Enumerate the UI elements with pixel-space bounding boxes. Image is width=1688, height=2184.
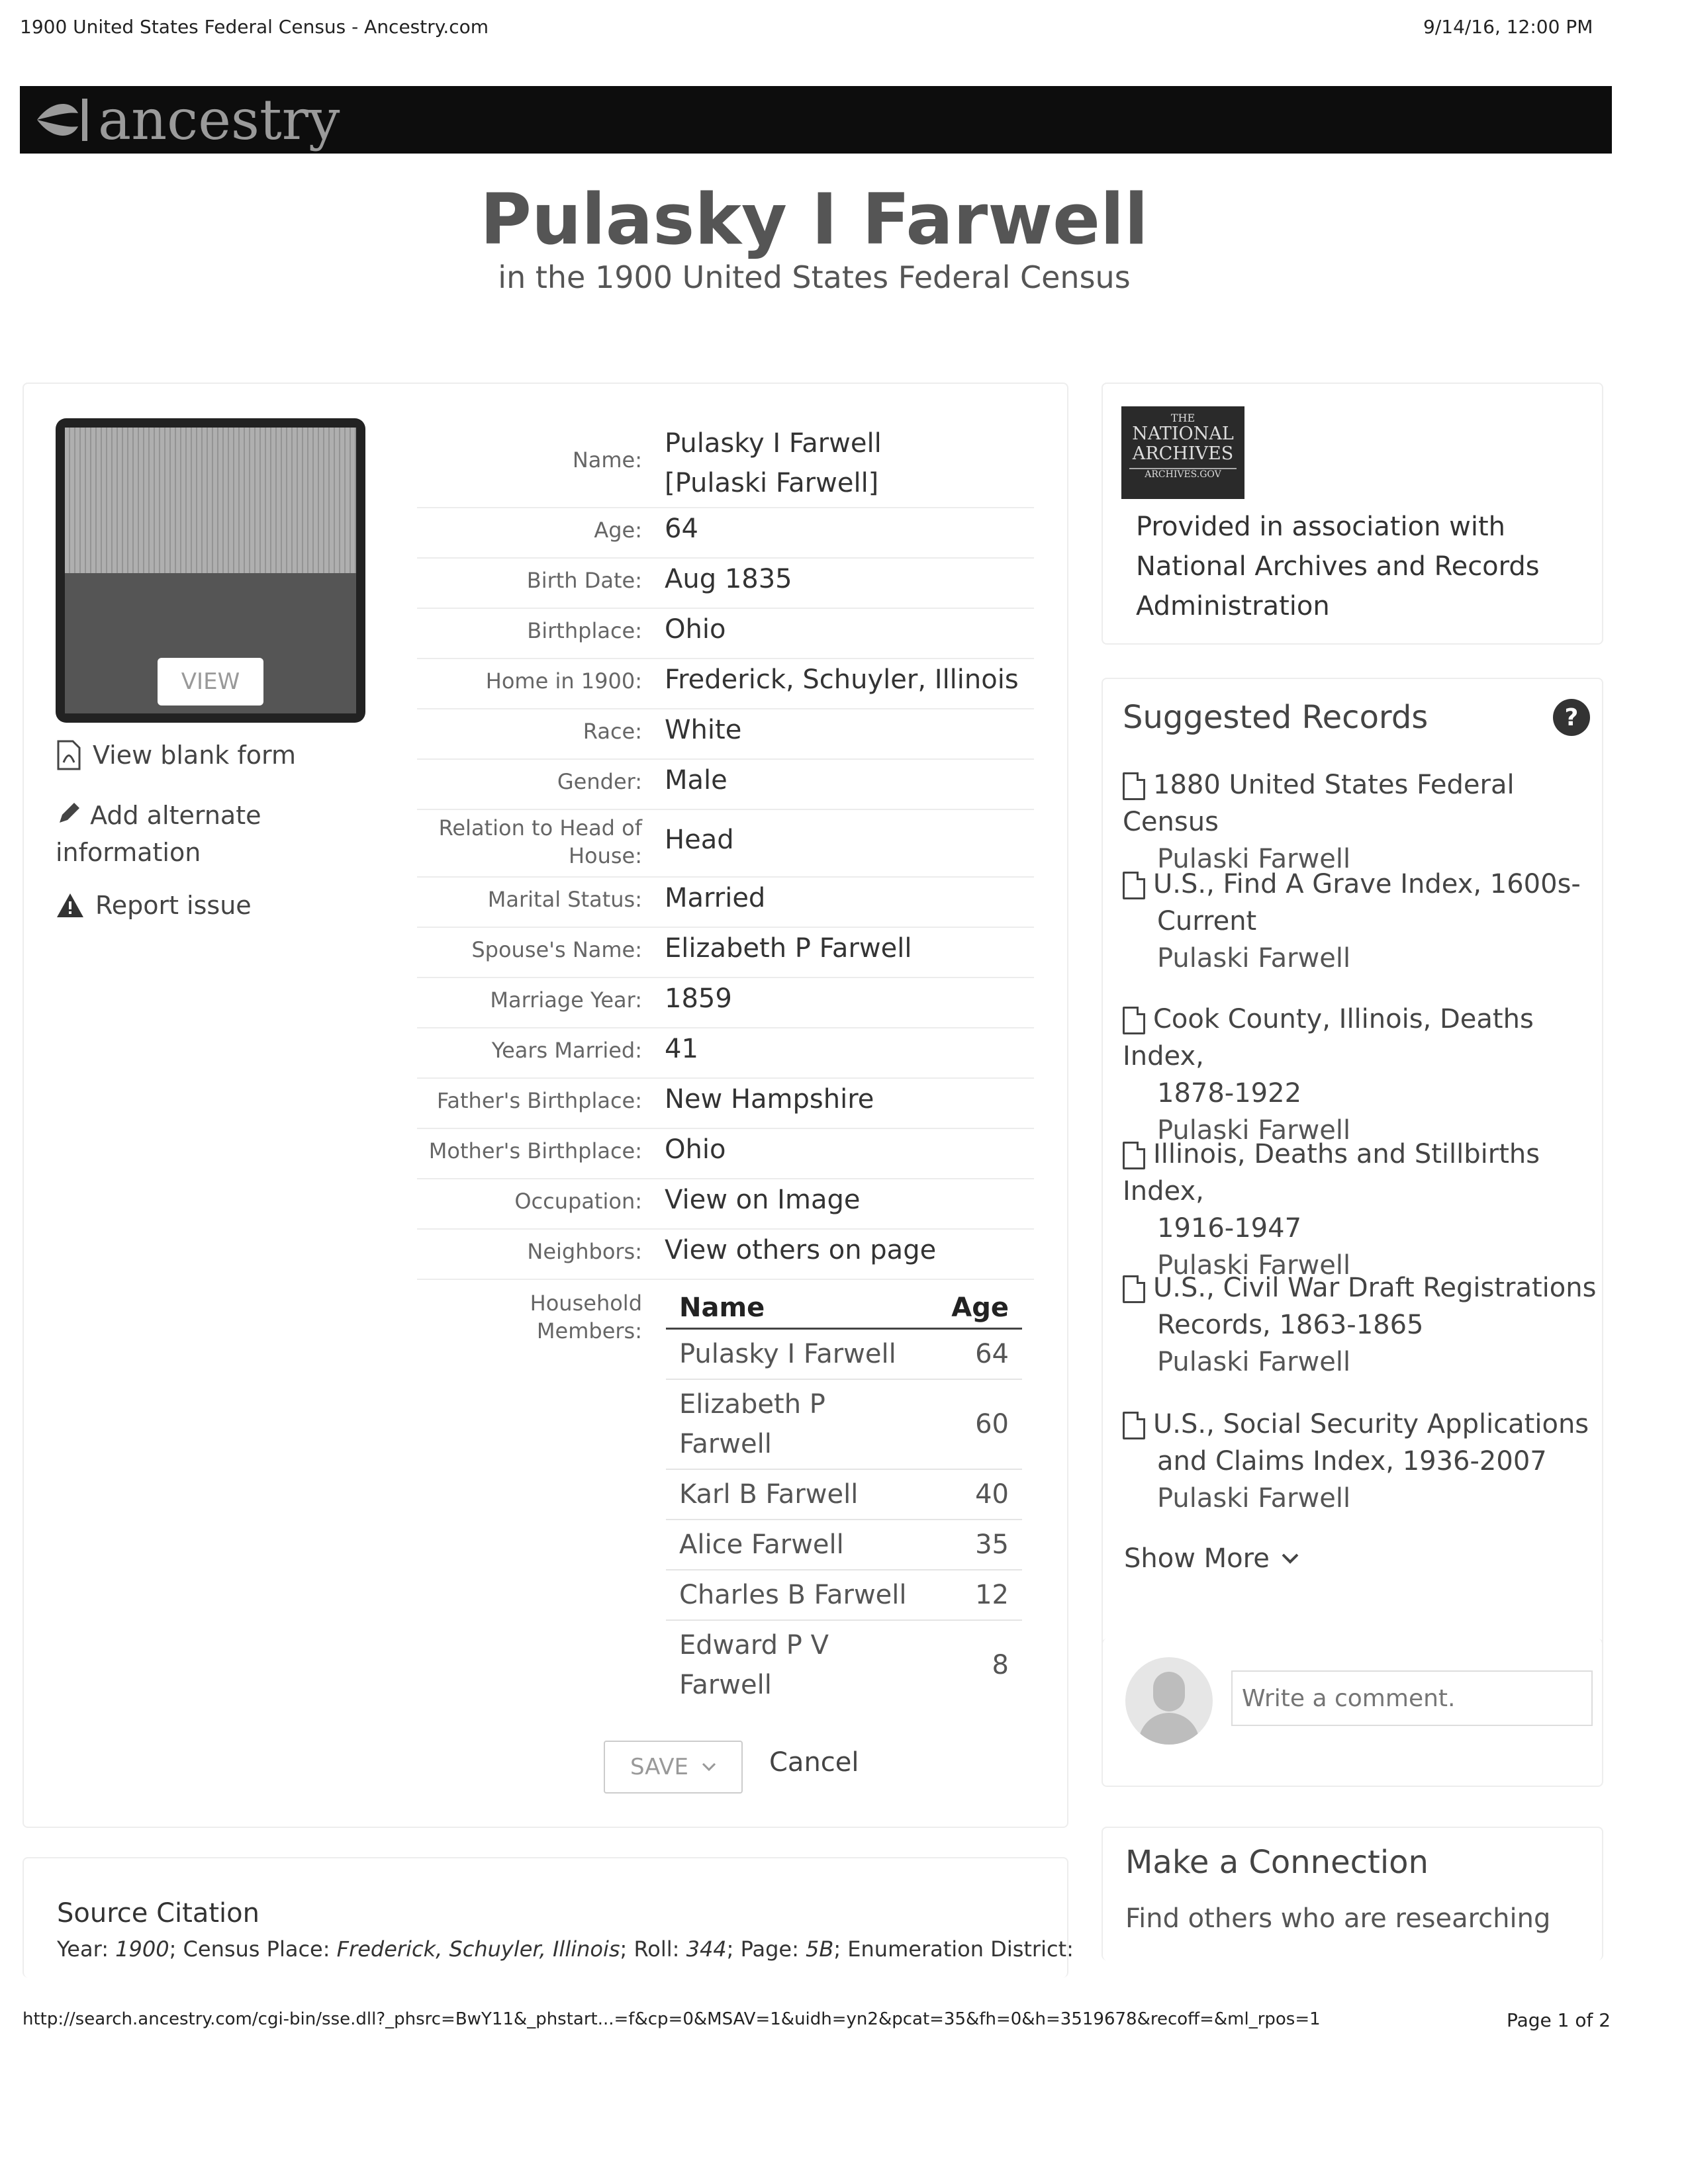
avatar (1125, 1657, 1213, 1745)
table-row[interactable]: Charles B Farwell 12 (666, 1570, 1022, 1621)
chevron-down-icon (1282, 1553, 1299, 1564)
add-alternate-info-label: Add alternate information (56, 801, 261, 867)
document-icon (1123, 1142, 1145, 1169)
field-value-age: 64 (665, 514, 698, 544)
site-header (20, 86, 1612, 154)
field-label-name: Name: (572, 447, 642, 473)
field-label-mother-birthplace: Mother's Birthplace: (428, 1138, 642, 1163)
suggested-record-3[interactable]: Cook County, Illinois, Deaths Index, 1878-1922 Pulaski Farwell (1123, 1004, 1534, 1146)
archives-text: Provided in association with National Archives and Records Administration (1136, 512, 1540, 621)
household-col-age: Age (951, 1293, 1009, 1323)
document-icon (1123, 1412, 1145, 1439)
ancestry-logo[interactable] (20, 86, 340, 154)
suggested-record-6[interactable]: U.S., Social Security Applications and Claims Index, 1936-2007 Pulaski Farwell (1123, 1406, 1599, 1517)
field-value-home: Frederick, Schuyler, Illinois (665, 664, 1019, 695)
field-label-home: Home in 1900: (485, 668, 642, 694)
document-icon (1123, 1275, 1145, 1303)
household-col-name: Name (679, 1293, 765, 1323)
field-label-years-married: Years Married: (491, 1038, 642, 1063)
field-value-relation: Head (665, 825, 734, 855)
field-value-marital-status: Married (665, 883, 766, 913)
field-label-household: Household Members: (530, 1291, 642, 1343)
connection-title: Make a Connection (1125, 1844, 1429, 1881)
add-alternate-info-link[interactable] (56, 797, 320, 871)
view-image-button[interactable]: VIEW (158, 658, 263, 705)
view-blank-form-label: View blank form (93, 741, 296, 770)
field-value-race: White (665, 715, 742, 745)
suggested-record-1[interactable]: 1880 United States Federal Census Pulaski Farwell (1123, 770, 1515, 874)
view-blank-form-link[interactable] (56, 740, 296, 770)
field-value-gender: Male (665, 765, 727, 796)
record-title: Pulasky I Farwell (480, 179, 1149, 260)
show-more-button[interactable] (1124, 1543, 1299, 1574)
field-value-father-birthplace: New Hampshire (665, 1084, 874, 1115)
record-image-thumbnail[interactable] (56, 418, 365, 723)
print-datetime: 9/14/16, 12:00 PM (1423, 16, 1593, 38)
field-label-gender: Gender: (557, 769, 642, 794)
pencil-icon (56, 800, 82, 827)
field-label-birthplace: Birthplace: (527, 618, 642, 643)
table-row[interactable]: Edward P V Farwell 8 (679, 1630, 1009, 1700)
document-icon (1123, 872, 1145, 899)
suggested-record-2[interactable]: U.S., Find A Grave Index, 1600s- Current Pulaski Farwell (1123, 866, 1599, 977)
print-page-number: Page 1 of 2 (1507, 2009, 1611, 2031)
suggested-record-5[interactable]: U.S., Civil War Draft Registrations Records, 1863-1865 Pulaski Farwell (1123, 1269, 1599, 1381)
field-label-birth-date: Birth Date: (526, 568, 642, 593)
table-row[interactable]: Alice Farwell 35 (666, 1520, 1022, 1570)
household-header (666, 1288, 1022, 1330)
citation-title: Source Citation (57, 1898, 259, 1929)
field-value-marriage-year: 1859 (665, 983, 732, 1014)
field-value-occupation[interactable]: View on Image (665, 1185, 861, 1215)
report-issue-label: Report issue (95, 891, 252, 920)
warning-icon (56, 892, 85, 919)
connection-text: Find others who are researching (1125, 1903, 1551, 1934)
field-label-marriage-year: Marriage Year: (490, 987, 642, 1013)
save-button[interactable] (604, 1741, 743, 1794)
field-label-relation: Relation to Head of House: (438, 815, 642, 868)
field-label-race: Race: (583, 719, 642, 744)
print-url: http://search.ancestry.com/cgi-bin/sse.dll?_phsrc=BwY11&_phstart...=f&cp=0&MSAV=1&uidh=yn2&pcat=35&fh=0&h=3519678&recoff=&ml_rpos=1 (23, 2009, 1321, 2029)
document-icon (1123, 1007, 1145, 1034)
field-value-birth-date: Aug 1835 (665, 564, 792, 594)
field-value-neighbors[interactable]: View others on page (665, 1235, 937, 1265)
record-subtitle: in the 1900 United States Federal Census (498, 259, 1131, 295)
field-label-occupation: Occupation: (514, 1189, 642, 1214)
field-label-spouse: Spouse's Name: (471, 937, 642, 962)
leaf-icon (32, 93, 95, 146)
field-value-mother-birthplace: Ohio (665, 1134, 726, 1165)
census-page-image (65, 428, 356, 573)
save-label: SAVE (630, 1754, 689, 1780)
household-table (666, 1288, 1022, 1709)
svg-text:?: ? (1564, 704, 1579, 731)
field-value-birthplace: Ohio (665, 614, 726, 645)
field-label-marital-status: Marital Status: (487, 887, 642, 912)
document-icon (1123, 772, 1145, 800)
cancel-button[interactable]: Cancel (769, 1747, 859, 1778)
citation-text: Year: 1900; Census Place: Frederick, Schuyler, Illinois; Roll: 344; Page: 5B; Enumeration District: (57, 1936, 1074, 1962)
field-value-spouse[interactable]: Elizabeth P Farwell (665, 933, 912, 964)
field-value-name: Pulasky I Farwell [Pulaski Farwell] (665, 428, 882, 498)
field-label-age: Age: (594, 518, 642, 543)
brand-name: ancestry (98, 87, 340, 152)
table-row[interactable]: Elizabeth P Farwell 60 (666, 1380, 1022, 1470)
suggested-records-title: Suggested Records (1123, 699, 1429, 736)
comment-input[interactable] (1231, 1670, 1593, 1726)
field-label-father-birthplace: Father's Birthplace: (436, 1088, 642, 1113)
table-row[interactable]: Pulasky I Farwell 64 (666, 1330, 1022, 1380)
print-page-title: 1900 United States Federal Census - Ancestry.com (20, 16, 489, 38)
pdf-icon (56, 740, 82, 770)
suggested-record-4[interactable]: Illinois, Deaths and Stillbirths Index, 1916-1947 Pulaski Farwell (1123, 1139, 1540, 1281)
report-issue-link[interactable] (56, 891, 252, 920)
national-archives-logo[interactable]: THE NATIONAL ARCHIVES ARCHIVES.GOV (1121, 406, 1244, 499)
field-value-years-married: 41 (665, 1034, 698, 1064)
question-icon[interactable] (1552, 698, 1591, 737)
chevron-down-icon (702, 1762, 716, 1772)
show-more-label: Show More (1124, 1543, 1270, 1574)
field-label-neighbors: Neighbors: (527, 1239, 642, 1264)
table-row[interactable]: Karl B Farwell 40 (666, 1470, 1022, 1520)
